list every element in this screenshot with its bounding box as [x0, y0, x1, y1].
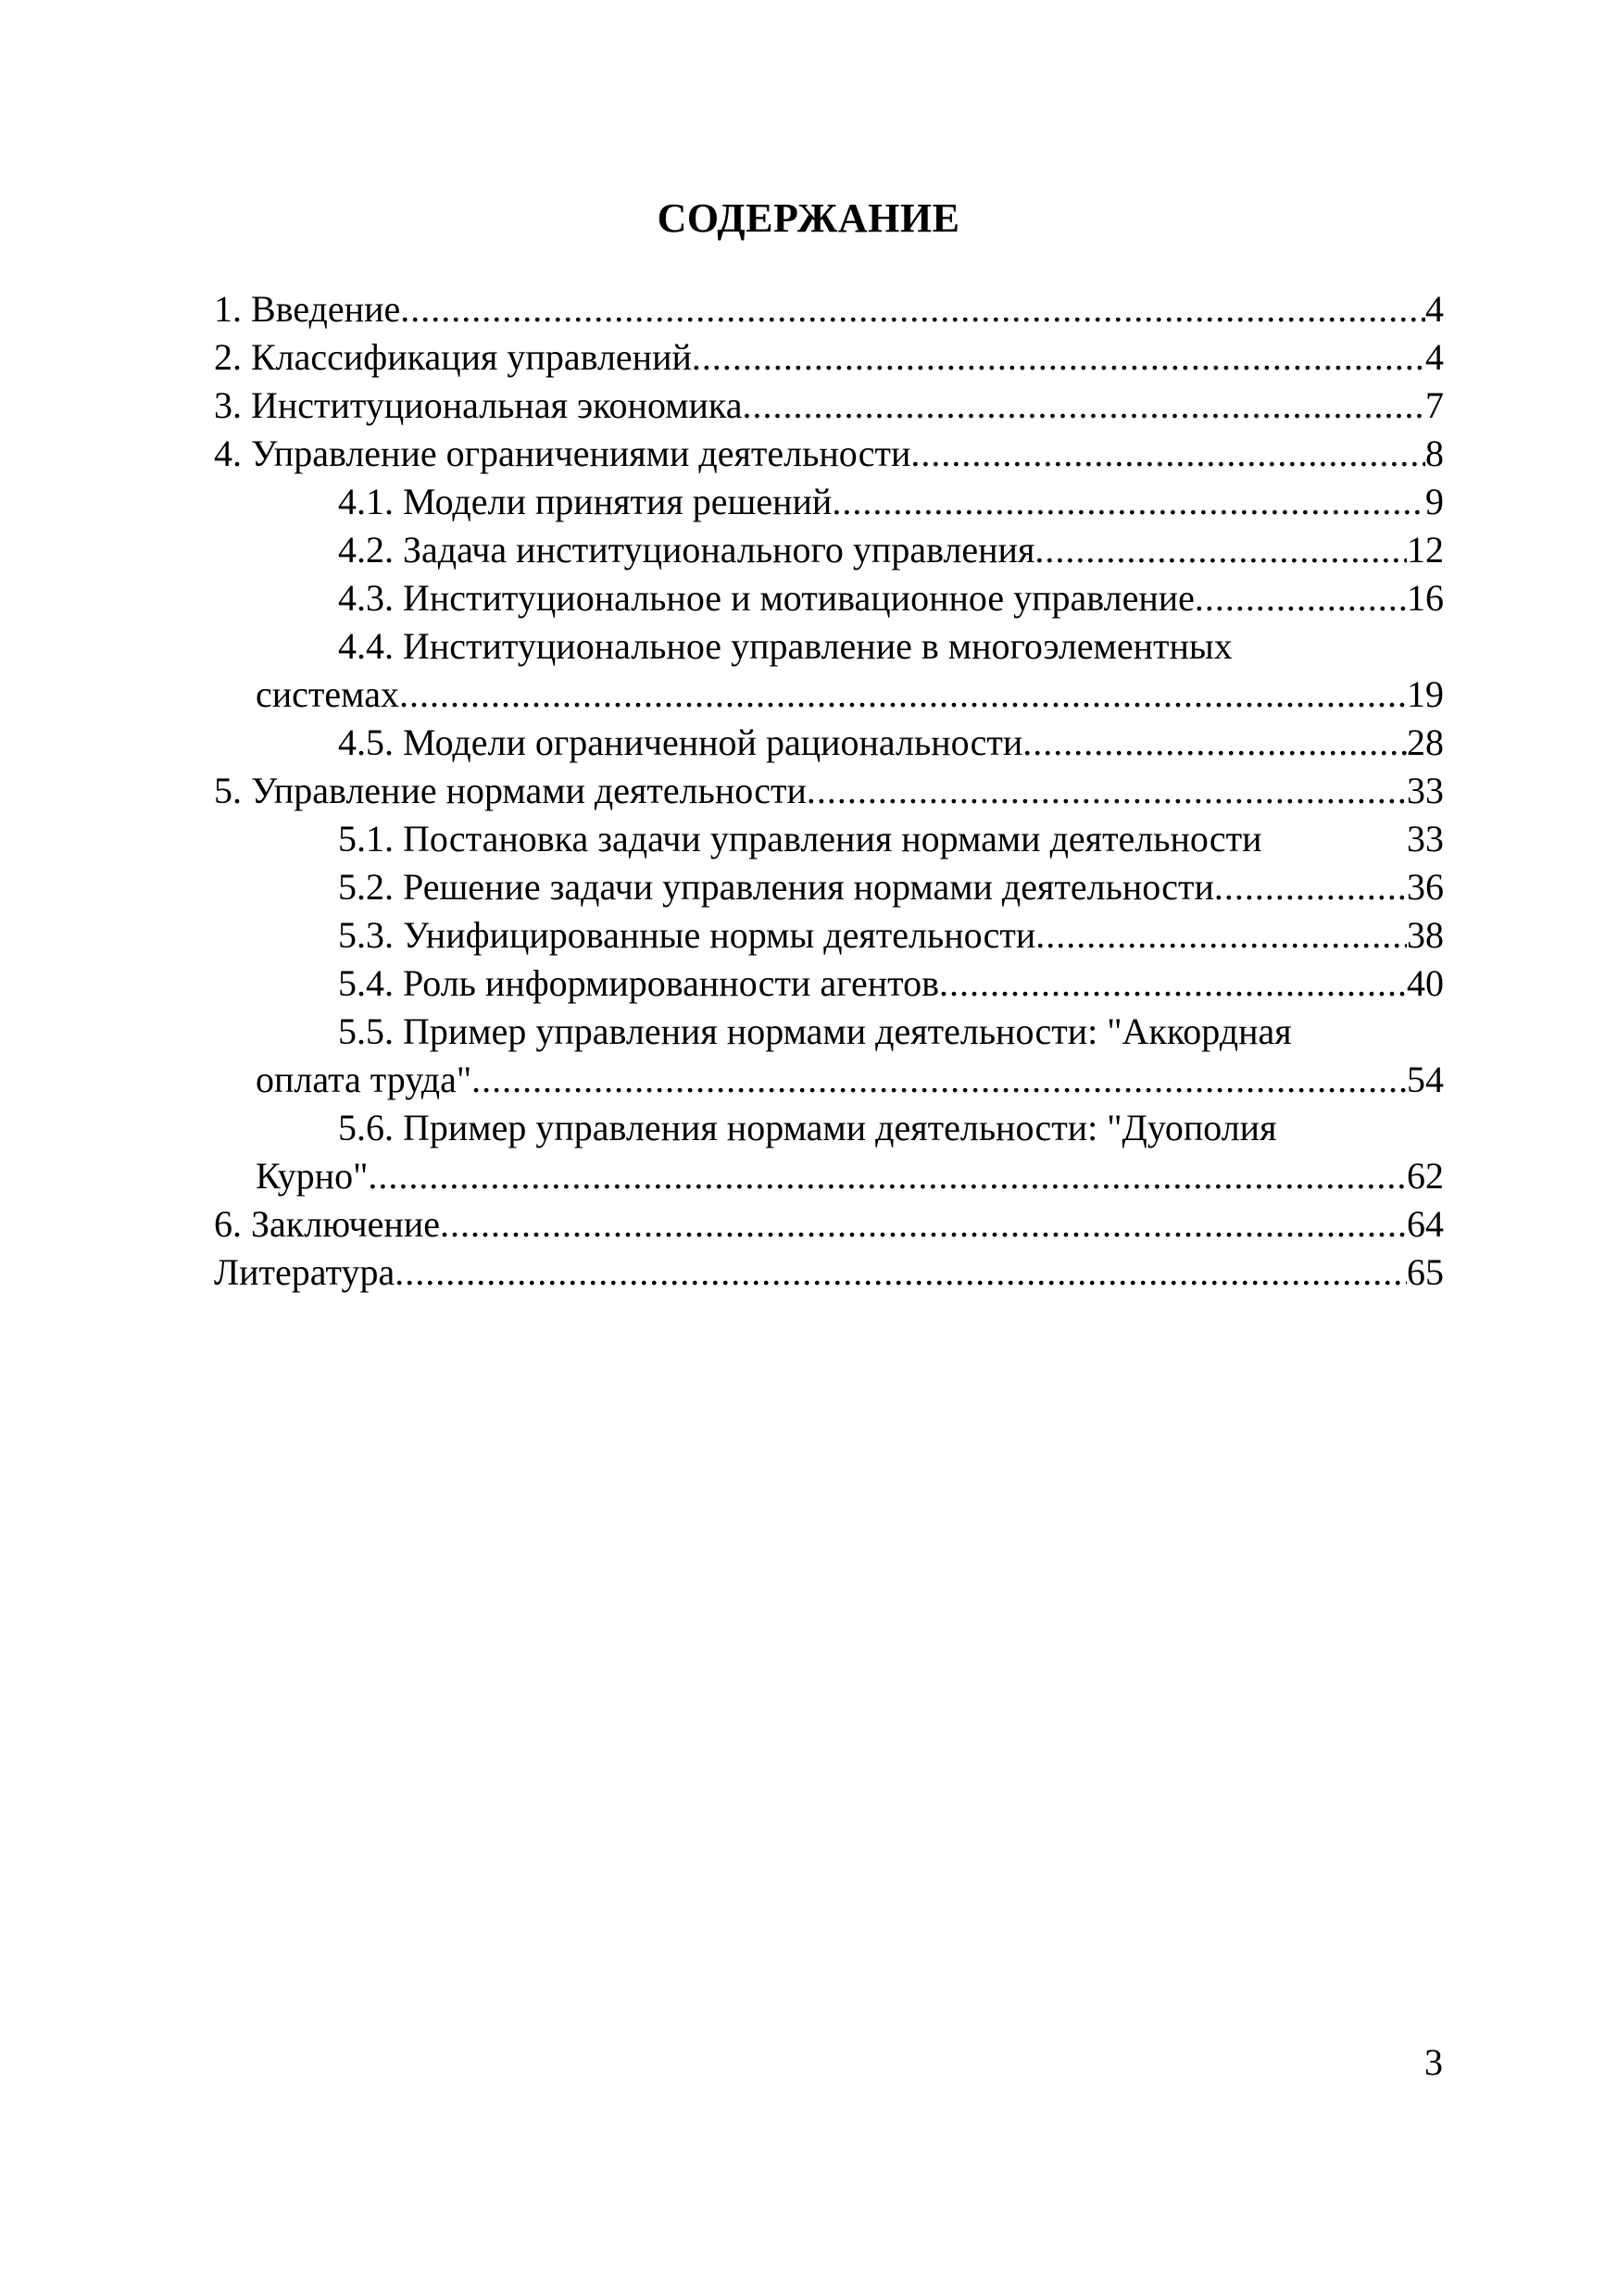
- toc-entry-page: 54: [1407, 1059, 1444, 1100]
- toc-entry-page: 7: [1425, 384, 1444, 426]
- toc-leader-dots: [1022, 719, 1407, 767]
- toc-entry-title: 5.3. Унифицированные нормы деятельности: [338, 914, 1036, 956]
- toc-subentry: [214, 526, 1444, 574]
- toc-entry-page: 9: [1425, 481, 1444, 522]
- toc-entry-page: 28: [1407, 721, 1444, 763]
- toc-entry-title: Литература: [214, 1251, 395, 1293]
- toc-leader-dots: [471, 1056, 1407, 1104]
- toc-entry-title-line1: 4.4. Институциональное управление в многоэлементных: [338, 625, 1233, 667]
- toc-entry-page: 38: [1407, 914, 1444, 956]
- toc-entry-page: 36: [1407, 866, 1444, 908]
- toc-entry-title: 4.3. Институциональное и мотивационное управление: [338, 577, 1195, 619]
- toc-entry-title: 4. Управление ограничениями деятельности: [214, 433, 911, 474]
- toc-entry: [214, 1200, 1444, 1248]
- toc-subentry: [214, 719, 1444, 767]
- toc-entry: [214, 333, 1444, 382]
- toc-leader-dots: [368, 1152, 1407, 1200]
- toc-leader-dots: [832, 478, 1425, 526]
- toc-entry-title: 5. Управление нормами деятельности: [214, 770, 807, 811]
- toc-entry-page: 8: [1425, 433, 1444, 474]
- toc-leader-dots: [440, 1200, 1407, 1248]
- toc-entry: [214, 430, 1444, 478]
- toc-leader-dots: [1035, 911, 1407, 960]
- toc-subentry: [214, 960, 1444, 1008]
- toc-leader-dots: [395, 1248, 1407, 1297]
- toc-leader-dots: [743, 382, 1426, 430]
- toc-subentry: [214, 863, 1444, 911]
- toc-entry-title-line1: 5.5. Пример управления нормами деятельности: "Аккордная: [338, 1010, 1292, 1052]
- toc-entry-page: 12: [1407, 529, 1444, 571]
- toc-leader-dots: [939, 960, 1407, 1008]
- toc-leader-dots: [400, 285, 1425, 333]
- table-of-contents: [214, 285, 1444, 1297]
- toc-leader-dots: [1214, 863, 1407, 911]
- toc-entry: [214, 1248, 1444, 1297]
- toc-entry-title-line1: 5.6. Пример управления нормами деятельности: "Дуополия: [338, 1107, 1277, 1148]
- toc-entry-page: 40: [1407, 962, 1444, 1004]
- toc-entry-page: 19: [1407, 673, 1444, 715]
- toc-entry-page: 4: [1425, 288, 1444, 330]
- toc-leader-dots: [1034, 526, 1407, 574]
- toc-entry-title: 2. Классификация управлений: [214, 336, 692, 378]
- toc-entry-title: 4.2. Задача институционального управления: [338, 529, 1035, 571]
- toc-entry-title: 1. Введение: [214, 288, 401, 330]
- toc-leader-dots: [399, 671, 1407, 719]
- toc-entry-title: 5.2. Решение задачи управления нормами деятельности: [338, 866, 1214, 908]
- toc-subentry: [214, 478, 1444, 526]
- toc-entry-page: 65: [1407, 1251, 1444, 1293]
- toc-leader-dots: [692, 333, 1425, 382]
- toc-subentry: [214, 911, 1444, 960]
- toc-entry-title: 4.1. Модели принятия решений: [338, 481, 833, 522]
- toc-entry: [214, 767, 1444, 815]
- toc-entry-title: 4.5. Модели ограниченной рациональности: [338, 721, 1023, 763]
- page-title: СОДЕРЖАНИЕ: [657, 195, 960, 241]
- toc-entry-title: 5.1. Постановка задачи управления нормами деятельности: [338, 818, 1262, 859]
- toc-leader-dots: [807, 767, 1407, 815]
- toc-leader-dots: [910, 430, 1425, 478]
- toc-entry-page: 64: [1407, 1203, 1444, 1245]
- toc-entry-page: 33: [1407, 818, 1444, 859]
- toc-entry-page: 33: [1407, 770, 1444, 811]
- toc-entry: [214, 285, 1444, 333]
- toc-subentry: [214, 815, 1444, 863]
- toc-entry-title: 5.4. Роль информированности агентов: [338, 962, 939, 1004]
- toc-entry-page: 16: [1407, 577, 1444, 619]
- toc-entry-page: 62: [1407, 1155, 1444, 1197]
- toc-leader-dots: [1195, 574, 1407, 622]
- toc-entry-page: 4: [1425, 336, 1444, 378]
- toc-entry-title: 3. Институциональная экономика: [214, 384, 743, 426]
- toc-subentry: [214, 622, 1444, 719]
- toc-entry-title: 6. Заключение: [214, 1203, 440, 1245]
- toc-entry-title-line2: оплата труда": [256, 1059, 472, 1100]
- toc-subentry: [214, 1008, 1444, 1104]
- toc-entry: [214, 382, 1444, 430]
- toc-subentry: [214, 574, 1444, 622]
- page-number: 3: [1424, 2041, 1443, 2083]
- toc-entry-title-line2: системах: [256, 673, 399, 715]
- toc-subentry: [214, 1104, 1444, 1200]
- toc-entry-title-line2: Курно": [256, 1155, 369, 1197]
